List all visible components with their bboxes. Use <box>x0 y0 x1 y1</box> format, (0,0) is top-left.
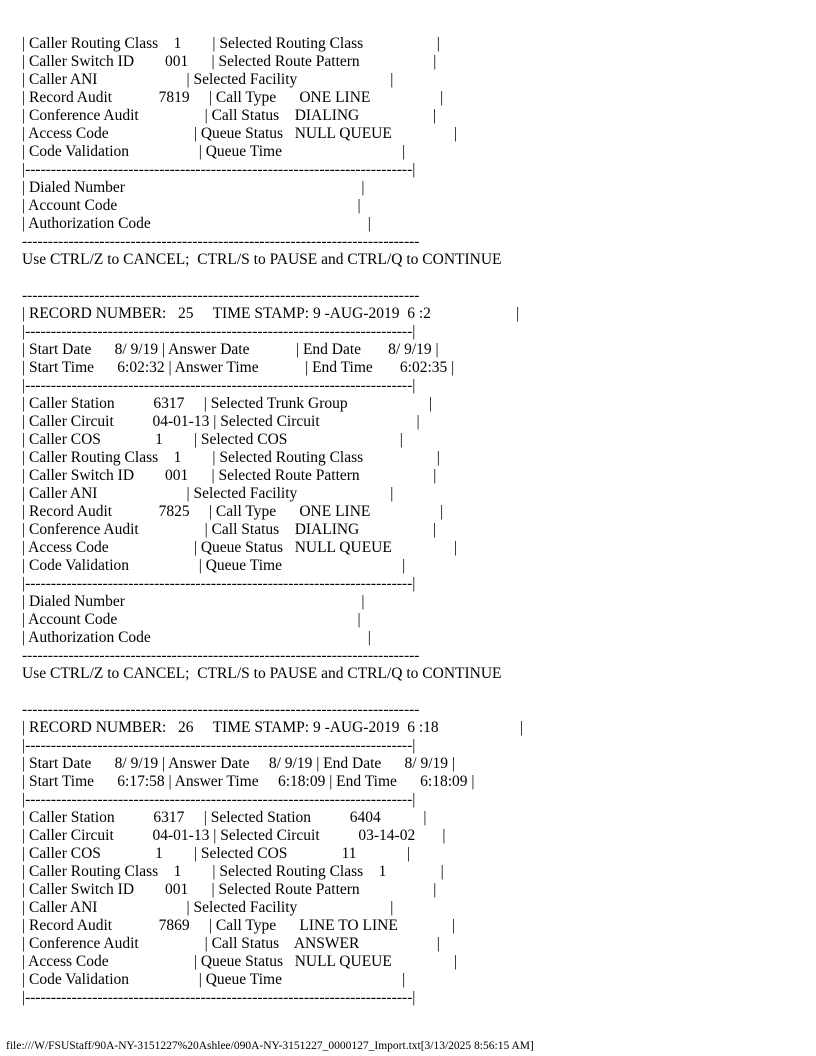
document-line: | Start Time 6:02:32 | Answer Time | End Time 6:02:35 | <box>22 359 455 376</box>
document-line: | Start Date 8/ 9/19 | Answer Date | End Date 8/ 9/19 | <box>22 341 439 358</box>
document-line: | Code Validation | Queue Time | <box>22 143 406 160</box>
document-line: | Conference Audit | Call Status ANSWER | <box>22 935 440 952</box>
document-line: |---------------------------------------------------------------------------| <box>22 989 416 1006</box>
document-line: ----------------------------------------------------------------------------- <box>22 287 420 304</box>
document-line: | Dialed Number | <box>22 593 365 610</box>
document-line: | RECORD NUMBER: 25 TIME STAMP: 9 -AUG-2019 6 :2 | <box>22 305 520 322</box>
document-line: | Conference Audit | Call Status DIALING | <box>22 107 436 124</box>
document-line: | Caller Routing Class 1 | Selected Routing Class | <box>22 35 440 52</box>
document-line <box>22 683 523 701</box>
document-line: | Account Code | <box>22 611 361 628</box>
document-line: ----------------------------------------------------------------------------- <box>22 233 420 250</box>
document-line: | Access Code | Queue Status NULL QUEUE | <box>22 125 457 142</box>
document-line: | Access Code | Queue Status NULL QUEUE | <box>22 953 457 970</box>
document-line: | Record Audit 7825 | Call Type ONE LINE | <box>22 503 444 520</box>
document-line: |---------------------------------------------------------------------------| <box>22 323 416 340</box>
document-line: | Caller Switch ID 001 | Selected Route Pattern | <box>22 53 437 70</box>
document-line: |---------------------------------------------------------------------------| <box>22 377 416 394</box>
document-line: | RECORD NUMBER: 26 TIME STAMP: 9 -AUG-2019 6 :18 | <box>22 719 524 736</box>
document-line: | Caller Station 6317 | Selected Trunk Group | <box>22 395 433 412</box>
document-line: | Authorization Code | <box>22 629 371 646</box>
document-line <box>22 269 523 287</box>
document-line: Use CTRL/Z to CANCEL; CTRL/S to PAUSE and CTRL/Q to CONTINUE <box>22 251 502 268</box>
document-body <box>22 35 523 1007</box>
document-line: | Caller Station 6317 | Selected Station 6404 | <box>22 809 427 826</box>
document-line: |---------------------------------------------------------------------------| <box>22 791 416 808</box>
document-line: | Caller Routing Class 1 | Selected Routing Class | <box>22 449 440 466</box>
document-line: | Caller COS 1 | Selected COS | <box>22 431 403 448</box>
document-line: | Caller COS 1 | Selected COS 11 | <box>22 845 411 862</box>
print-footer-url: file:///W/FSUStaff/90A-NY-3151227%20Ashlee/090A-NY-3151227_0000127_Import.txt[3/13/2025 8:56:15 AM] <box>6 1040 534 1052</box>
document-line: |---------------------------------------------------------------------------| <box>22 575 416 592</box>
document-line: | Authorization Code | <box>22 215 371 232</box>
document-line: |---------------------------------------------------------------------------| <box>22 161 416 178</box>
document-line: | Conference Audit | Call Status DIALING | <box>22 521 436 538</box>
document-line: | Caller Switch ID 001 | Selected Route Pattern | <box>22 881 437 898</box>
document-line: | Dialed Number | <box>22 179 365 196</box>
document-line: | Code Validation | Queue Time | <box>22 557 406 574</box>
document-line: Use CTRL/Z to CANCEL; CTRL/S to PAUSE and CTRL/Q to CONTINUE <box>22 665 502 682</box>
document-line: | Account Code | <box>22 197 361 214</box>
document-line: ----------------------------------------------------------------------------- <box>22 701 420 718</box>
document-line: |---------------------------------------------------------------------------| <box>22 737 416 754</box>
document-line: | Caller Switch ID 001 | Selected Route Pattern | <box>22 467 437 484</box>
document-line: | Start Date 8/ 9/19 | Answer Date 8/ 9/19 | End Date 8/ 9/19 | <box>22 755 456 772</box>
document-line: | Start Time 6:17:58 | Answer Time 6:18:09 | End Time 6:18:09 | <box>22 773 475 790</box>
document-line: | Caller Routing Class 1 | Selected Routing Class 1 | <box>22 863 444 880</box>
document-line: | Caller ANI | Selected Facility | <box>22 71 394 88</box>
document-line: | Record Audit 7869 | Call Type LINE TO LINE | <box>22 917 456 934</box>
document-line: | Code Validation | Queue Time | <box>22 971 406 988</box>
document-line: | Access Code | Queue Status NULL QUEUE | <box>22 539 457 556</box>
document-line: | Caller Circuit 04-01-13 | Selected Circuit | <box>22 413 420 430</box>
document-line: ----------------------------------------------------------------------------- <box>22 647 420 664</box>
document-line: | Caller Circuit 04-01-13 | Selected Circuit 03-14-02 | <box>22 827 446 844</box>
document-line: | Record Audit 7819 | Call Type ONE LINE | <box>22 89 444 106</box>
document-line: | Caller ANI | Selected Facility | <box>22 899 394 916</box>
document-line: | Caller ANI | Selected Facility | <box>22 485 394 502</box>
